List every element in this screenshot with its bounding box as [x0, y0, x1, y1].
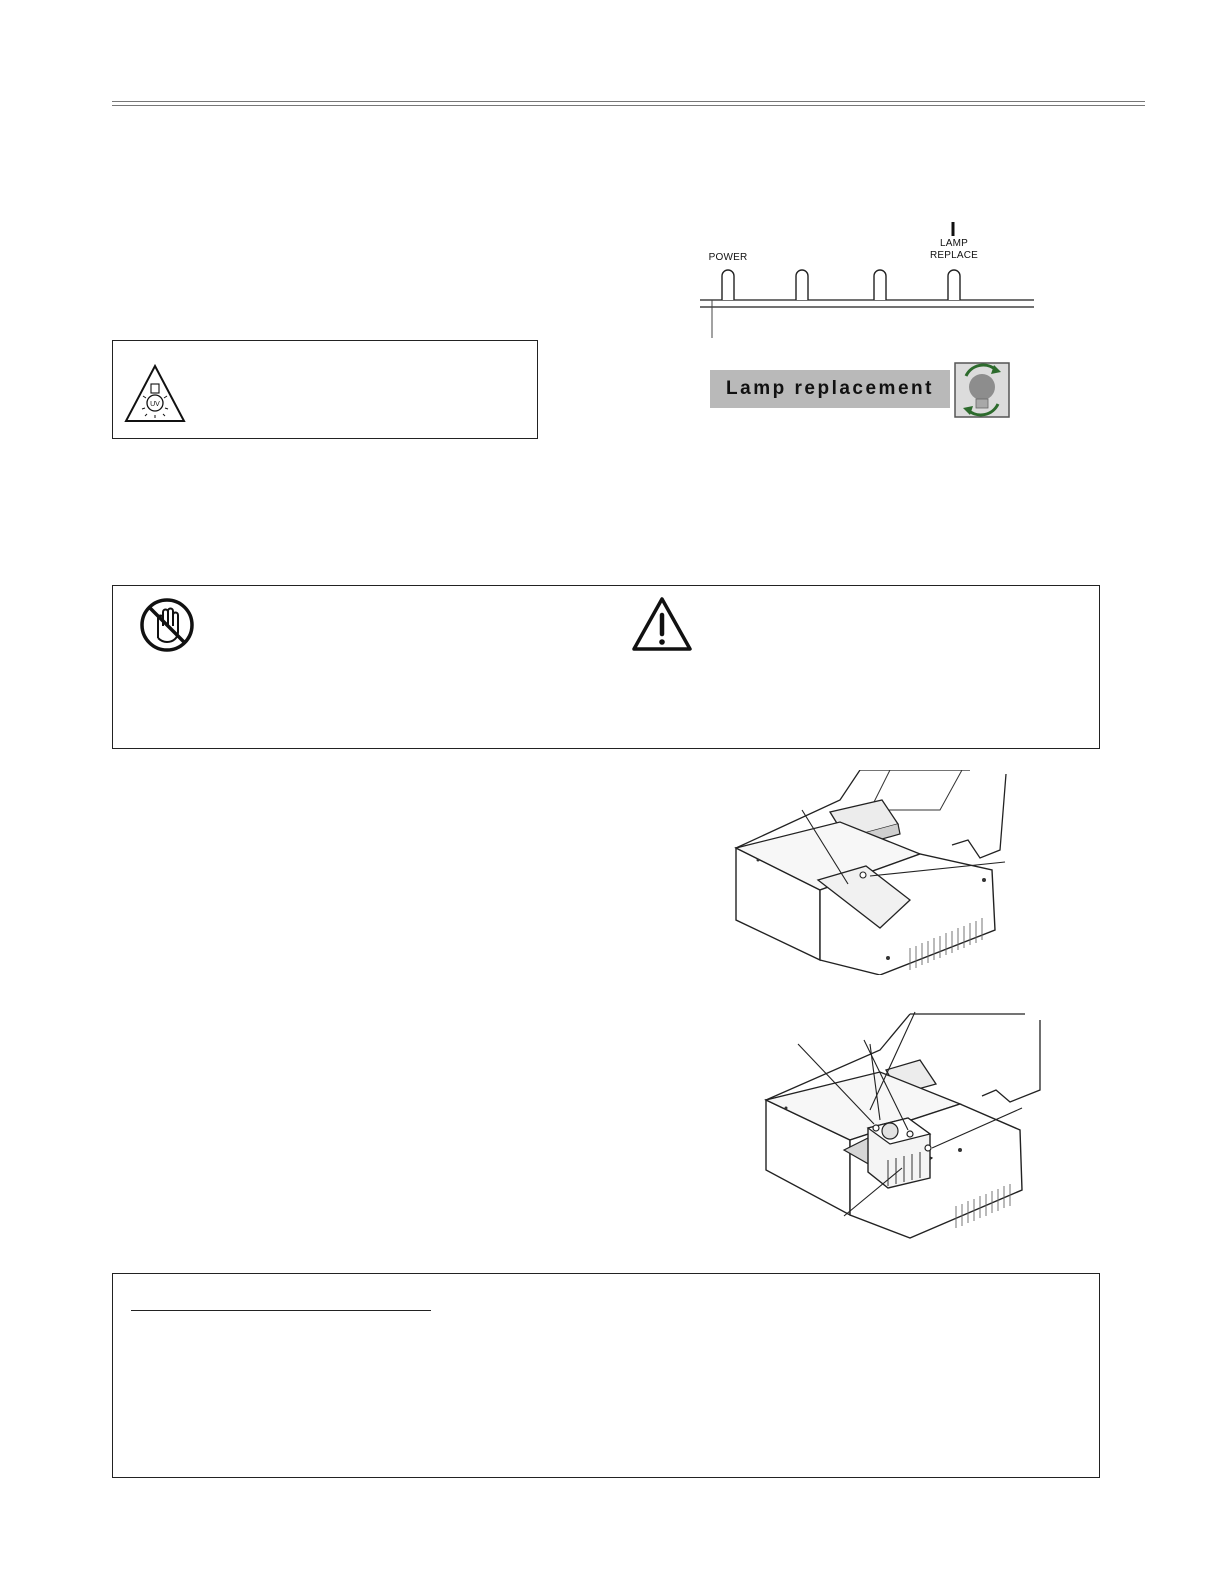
- note-heading-underline: [131, 1310, 431, 1311]
- lamp-cover-screw: [860, 872, 866, 878]
- projector-lamp-unit-illustration: [760, 1010, 1050, 1240]
- projector-lamp-cover-illustration: [730, 770, 1020, 975]
- lamp-screw-1: [873, 1125, 879, 1131]
- lamp-label-line1: LAMP: [939, 238, 969, 249]
- lamp-label-line2: REPLACE: [929, 250, 979, 261]
- uv-icon-text: UV: [150, 401, 160, 408]
- led-2: [796, 270, 808, 300]
- no-touch-icon: [138, 596, 196, 654]
- indicator-panel-diagram: [698, 220, 1038, 344]
- led-lamp-replace: [948, 270, 960, 300]
- led-power: [722, 270, 734, 300]
- uv-warning-icon: [123, 361, 187, 425]
- caution-box: [112, 585, 1100, 749]
- lamp-replace-icon: [954, 362, 1010, 418]
- lamp-replacement-message: Lamp replacement: [710, 370, 950, 408]
- power-indicator-label: POWER: [708, 252, 748, 263]
- led-3: [874, 270, 886, 300]
- uv-warning-box: [112, 340, 538, 439]
- caution-triangle-icon: [631, 596, 693, 652]
- header-rule: [112, 101, 1145, 102]
- lamp-screw-3: [925, 1145, 931, 1151]
- lamp-screw-2: [907, 1131, 913, 1137]
- header-rule-secondary: [112, 105, 1145, 106]
- note-box: [112, 1273, 1100, 1478]
